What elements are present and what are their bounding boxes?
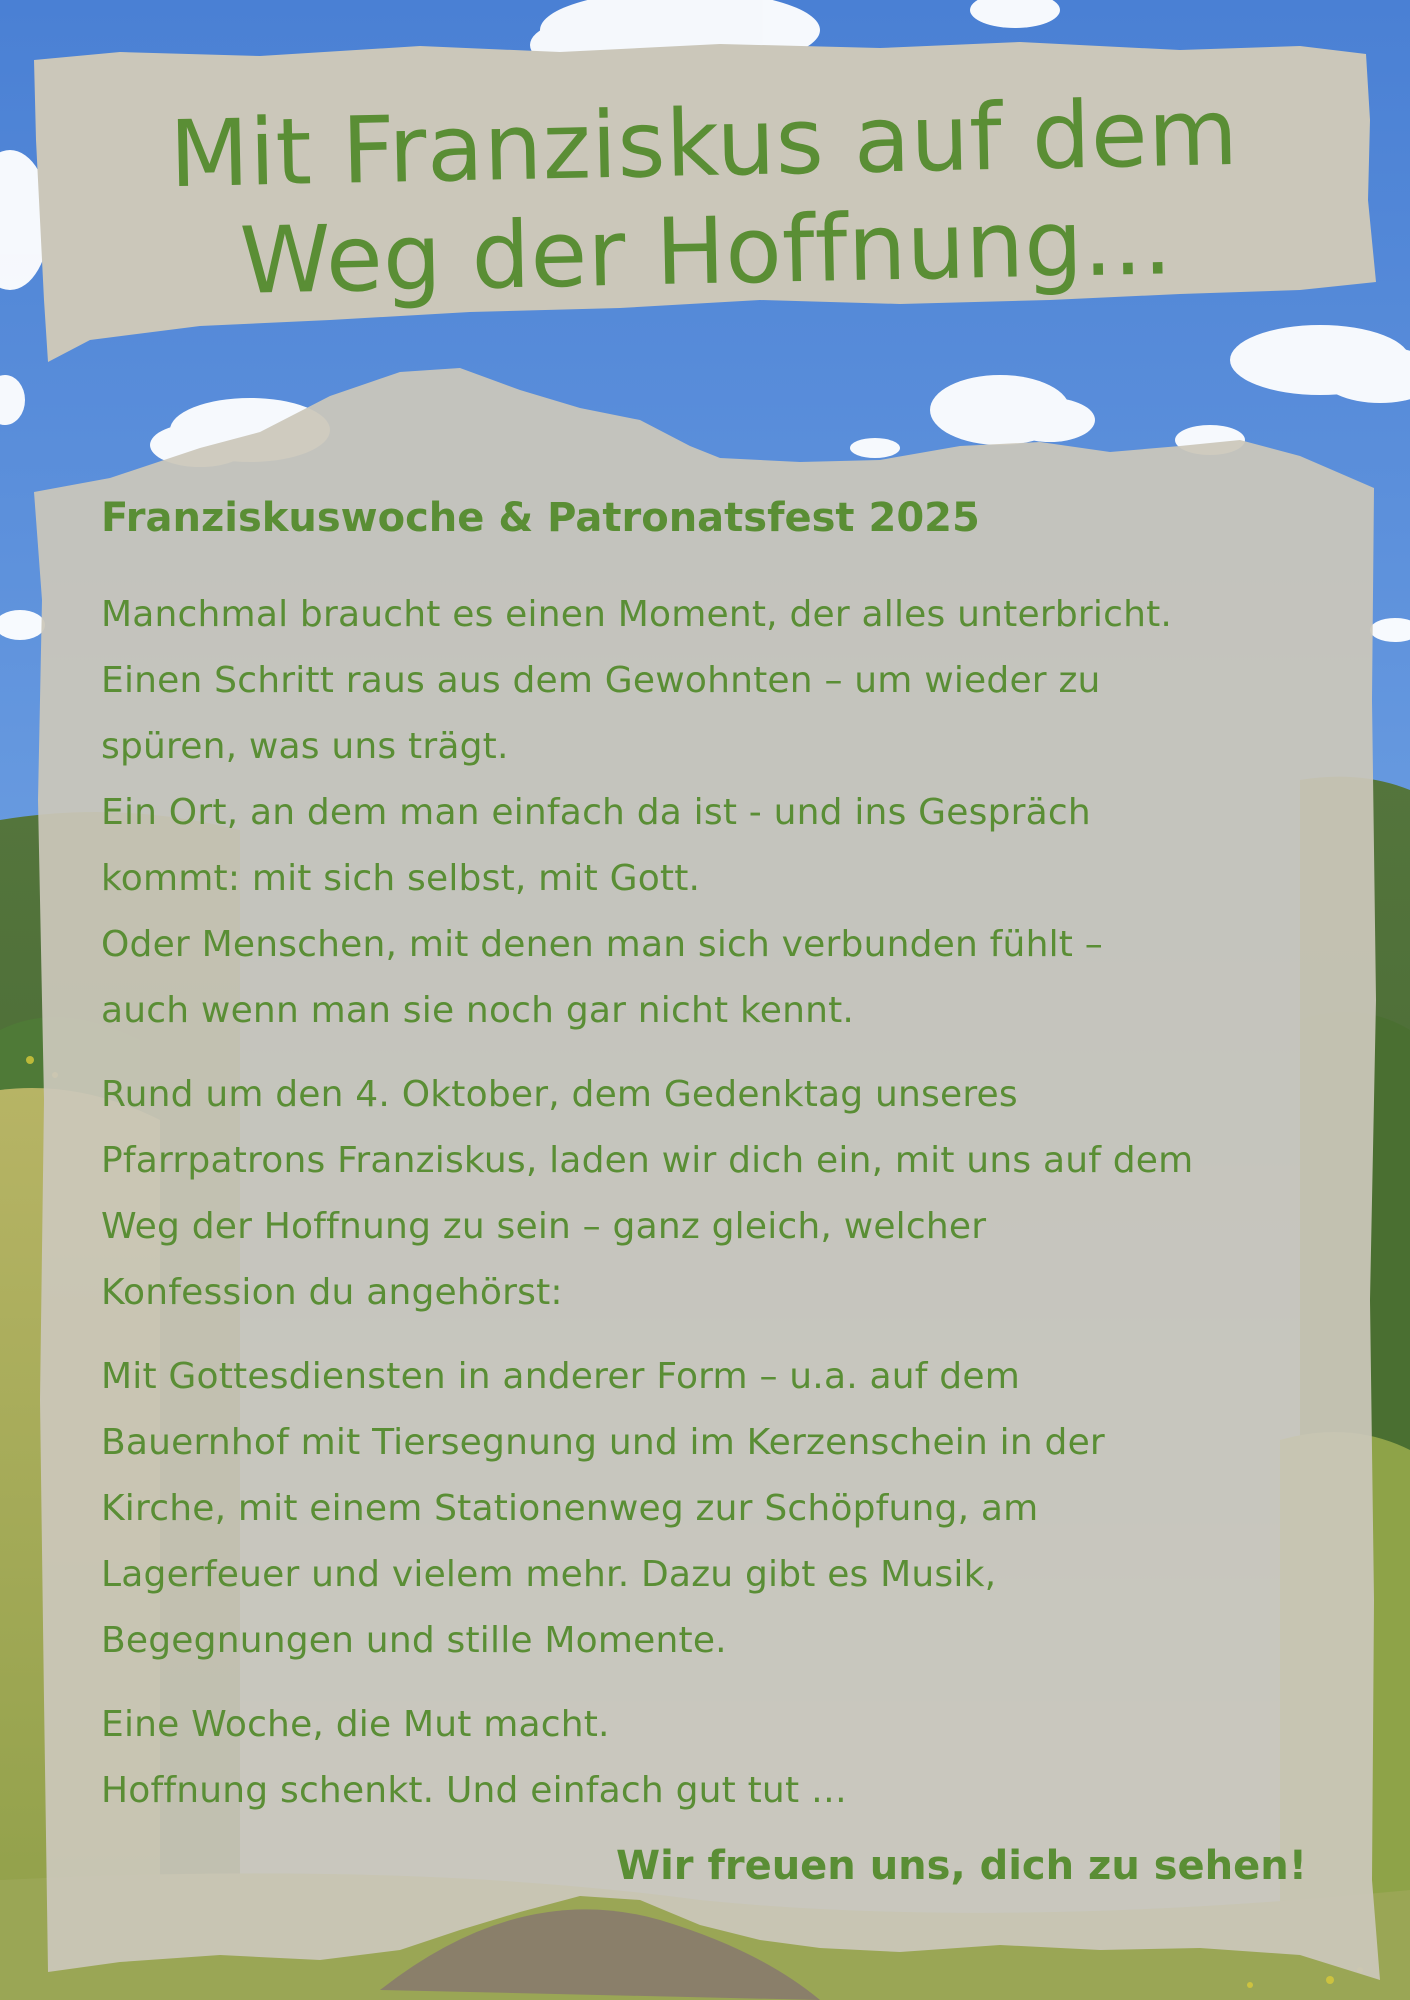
closing-line: Wir freuen uns, dich zu sehen! bbox=[615, 1843, 1307, 1889]
text-line: Mit Gottesdiensten in anderer Form – u.a. auf dem bbox=[101, 1356, 1020, 1397]
paragraph-summary bbox=[101, 1692, 1331, 1824]
content-body bbox=[101, 490, 1331, 1846]
text-line: Bauernhof mit Tiersegnung und im Kerzenschein in der bbox=[101, 1422, 1105, 1463]
text-line: Konfession du angehörst: bbox=[101, 1272, 563, 1313]
text-line: auch wenn man sie noch gar nicht kennt. bbox=[101, 990, 855, 1031]
text-line: Ein Ort, an dem man einfach da ist - und ins Gespräch bbox=[101, 792, 1091, 833]
title-line-1: Mit Franziskus auf dem bbox=[168, 78, 1240, 209]
text-line: spüren, was uns trägt. bbox=[101, 726, 509, 767]
paragraph-program bbox=[101, 1344, 1331, 1674]
title-line-2: Weg der Hoffnung... bbox=[238, 188, 1174, 315]
text-line: Weg der Hoffnung zu sein – ganz gleich, welcher bbox=[101, 1206, 987, 1247]
event-subtitle: Franziskuswoche & Patronatsfest 2025 bbox=[101, 495, 980, 541]
paragraph-invitation bbox=[101, 1062, 1331, 1326]
text-line: Eine Woche, die Mut macht. bbox=[101, 1704, 610, 1745]
text-line: kommt: mit sich selbst, mit Gott. bbox=[101, 858, 701, 899]
paragraph-intro bbox=[101, 582, 1331, 1044]
text-line: Begegnungen und stille Momente. bbox=[101, 1620, 727, 1661]
text-line: Manchmal braucht es einen Moment, der alles unterbricht. bbox=[101, 594, 1173, 635]
text-line: Rund um den 4. Oktober, dem Gedenktag unseres bbox=[101, 1074, 1018, 1115]
text-line: Einen Schritt raus aus dem Gewohnten – um wieder zu bbox=[101, 660, 1101, 701]
text-line: Pfarrpatrons Franziskus, laden wir dich ein, mit uns auf dem bbox=[101, 1140, 1194, 1181]
text-line: Oder Menschen, mit denen man sich verbunden fühlt – bbox=[101, 924, 1103, 965]
text-line: Hoffnung schenkt. Und einfach gut tut … bbox=[101, 1770, 848, 1811]
text-line: Lagerfeuer und vielem mehr. Dazu gibt es Musik, bbox=[101, 1554, 997, 1595]
text-line: Kirche, mit einem Stationenweg zur Schöpfung, am bbox=[101, 1488, 1039, 1529]
